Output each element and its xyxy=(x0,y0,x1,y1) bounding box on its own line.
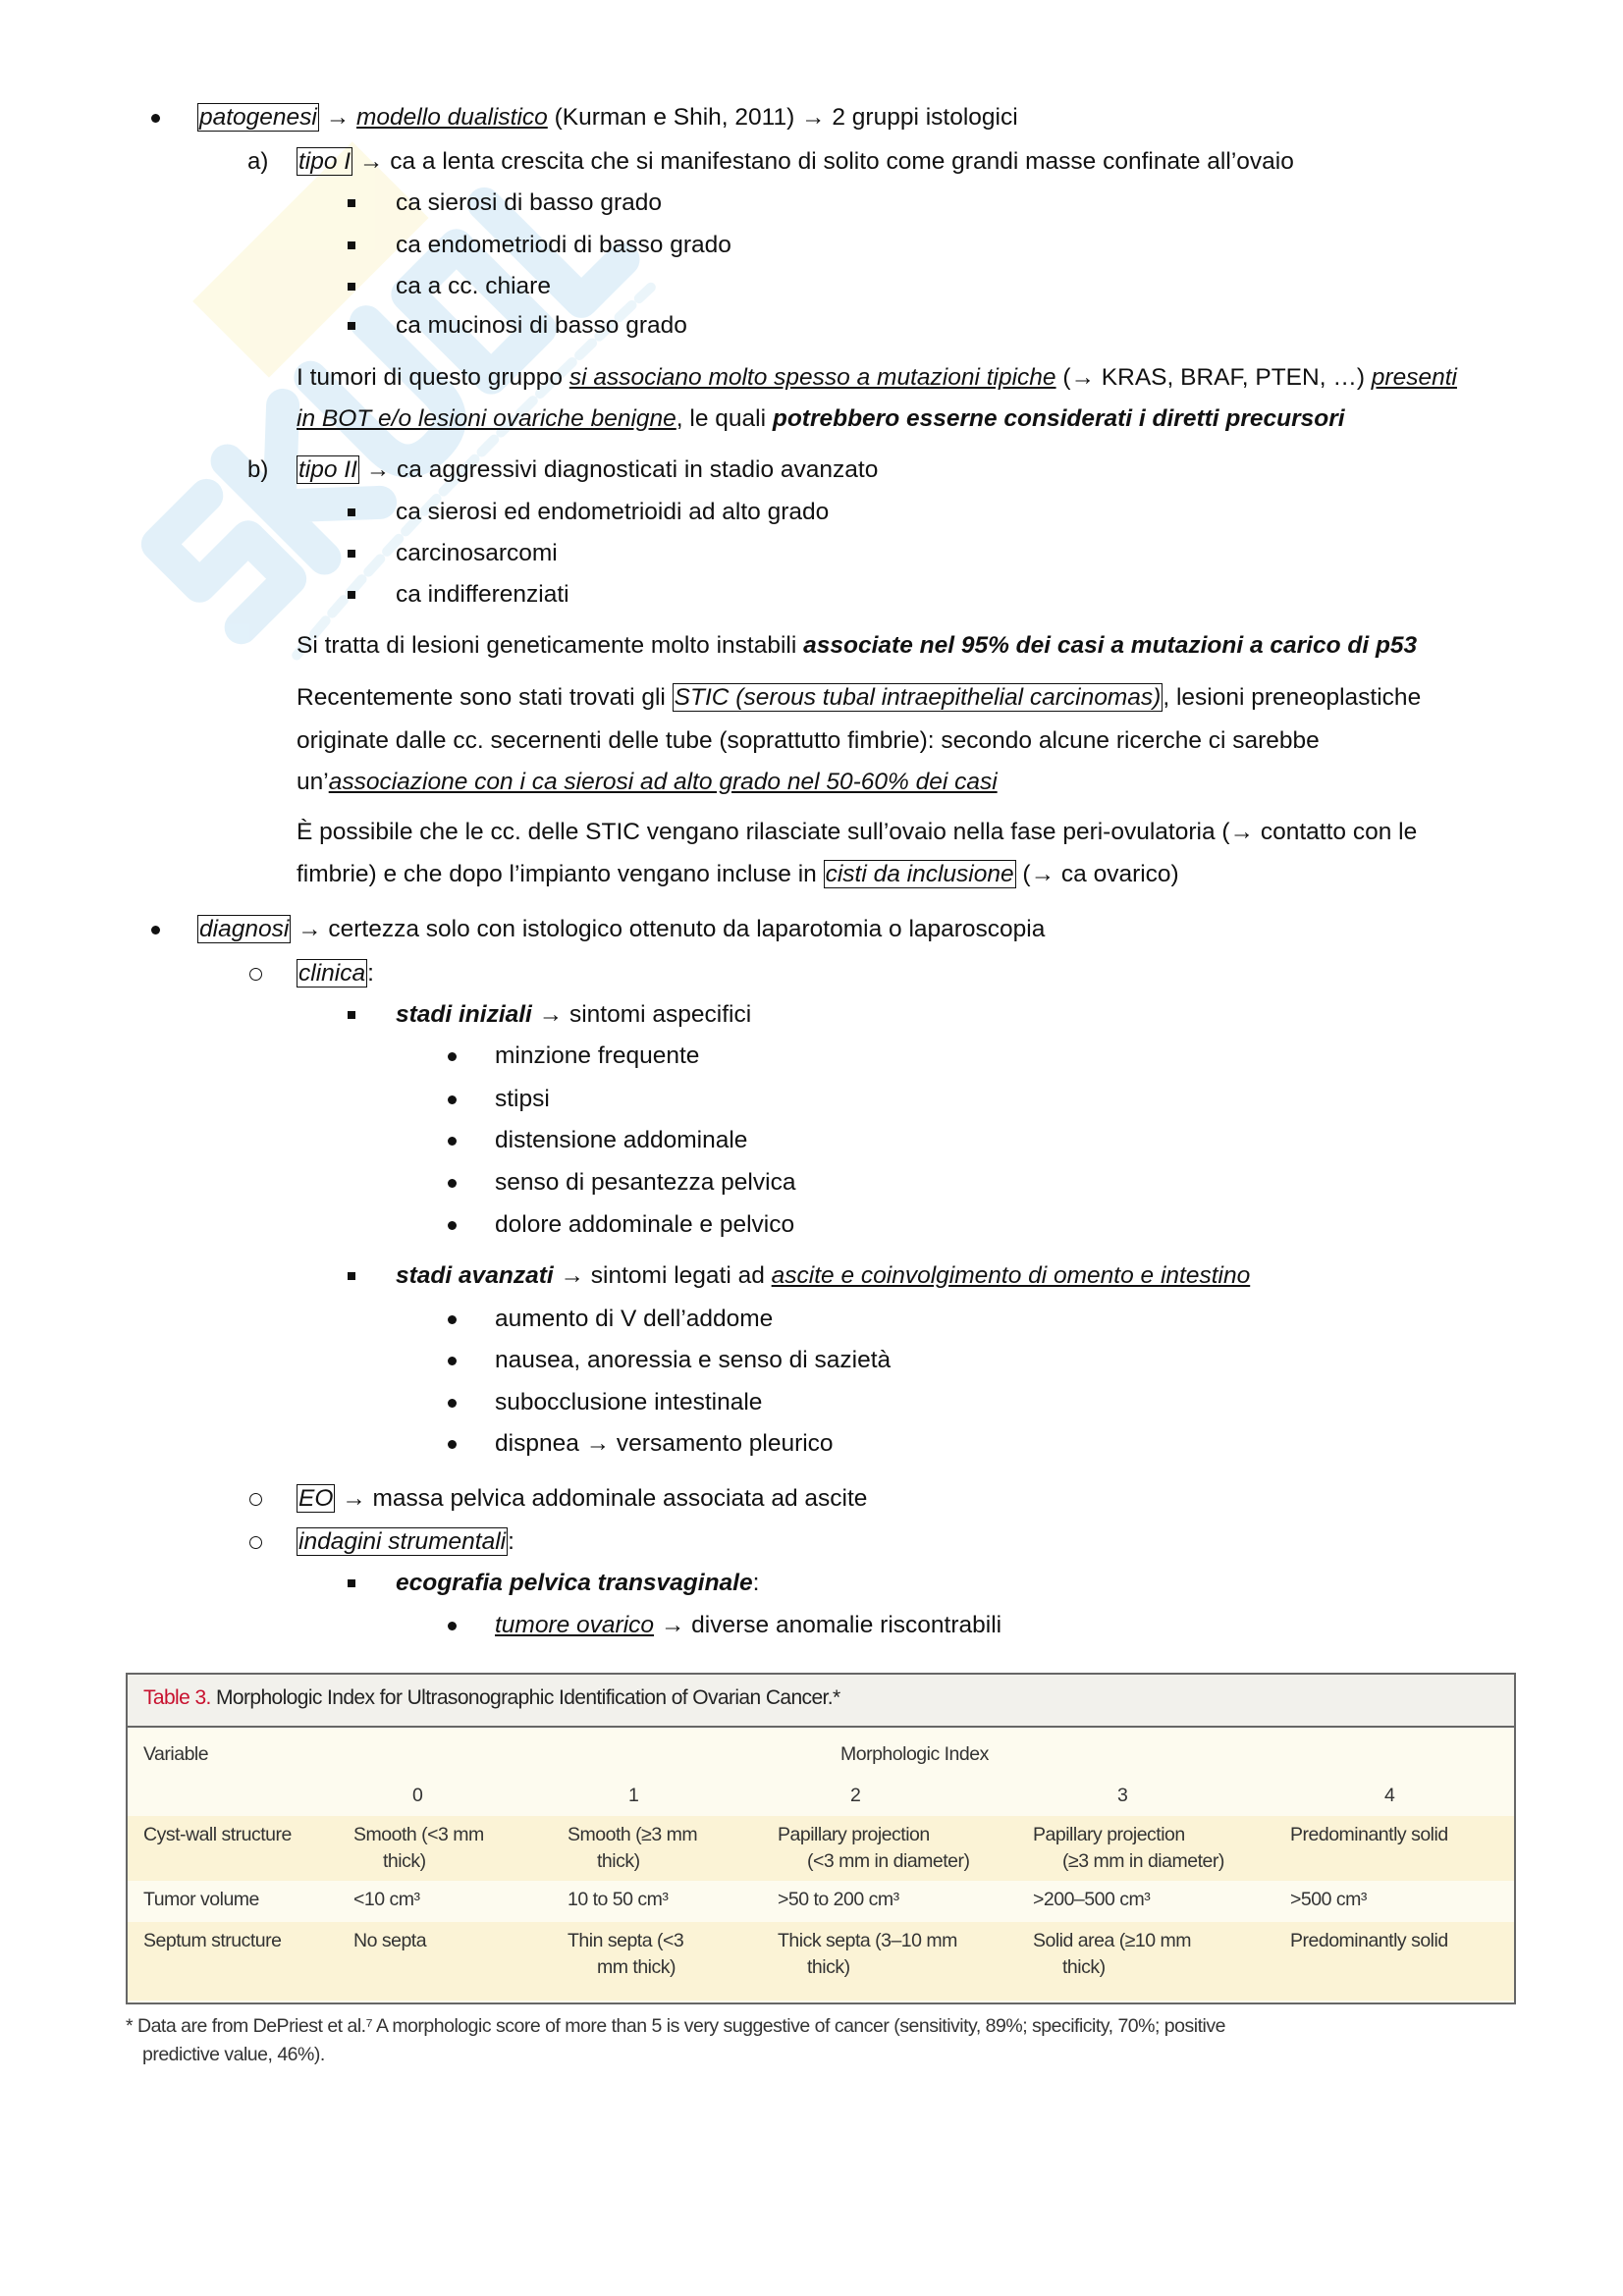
text: → massa pelvica addominale associata ad ascite xyxy=(335,1485,868,1512)
stadi-iniziali-line xyxy=(396,1000,751,1030)
text: : xyxy=(752,1570,760,1596)
bullet-icon xyxy=(448,1399,457,1408)
circle-bullet-icon xyxy=(249,1536,262,1549)
paragraph-line xyxy=(297,683,1421,713)
column-header: Variable xyxy=(143,1743,209,1765)
index-header: 4 xyxy=(1384,1785,1395,1806)
table-title-text: Morphologic Index for Ultrasonographic Identification of Ovarian Cancer.* xyxy=(210,1686,840,1709)
paragraph-line xyxy=(297,631,1417,661)
text: → sintomi aspecifici xyxy=(531,1001,752,1028)
text: (Kurman e Shih, 2011) → 2 gruppi istologici xyxy=(547,104,1018,131)
ecografia-line xyxy=(396,1569,759,1598)
table-cell: Papillary projection xyxy=(1033,1824,1185,1845)
underlined-term: si associano molto spesso a mutazioni tipiche xyxy=(568,364,1056,391)
text: fimbrie) e che dopo l’impianto vengano incluse in xyxy=(297,861,824,887)
row-label: Septum structure xyxy=(143,1930,282,1951)
table-footnote: predictive value, 46%). xyxy=(142,2044,325,2065)
index-header: 3 xyxy=(1117,1785,1128,1806)
underlined-term: presenti xyxy=(1371,364,1457,391)
text: un’ xyxy=(297,769,329,795)
underlined-term: ascite e coinvolgimento di omento e intestino xyxy=(771,1262,1251,1289)
table-cell: Smooth (<3 mm xyxy=(353,1824,484,1845)
list-item: stipsi xyxy=(495,1086,550,1112)
text: (→ KRAS, BRAF, PTEN, …) xyxy=(1055,364,1372,391)
row-label: Cyst-wall structure xyxy=(143,1824,292,1845)
text: → ca a lenta crescita che si manifestano di solito come grandi masse confinate all’ovaio xyxy=(352,148,1294,175)
tumore-line xyxy=(495,1611,1001,1640)
bold-text: stadi iniziali xyxy=(396,1001,532,1028)
text: → xyxy=(318,104,357,131)
term-box: STIC (serous tubal intraepithelial carcinomas) xyxy=(674,684,1162,711)
list-item: dispnea → versamento pleurico xyxy=(495,1430,834,1457)
table-title xyxy=(143,1686,840,1710)
bullet-icon xyxy=(448,1052,457,1061)
list-item: minzione frequente xyxy=(495,1042,700,1069)
table-header-band xyxy=(128,1675,1514,1728)
paragraph-line: È possibile che le cc. delle STIC vengano rilasciate sull’ovaio nella fase peri-ovulatoria (→ contatto con le xyxy=(297,819,1418,845)
paragraph-line xyxy=(297,404,1345,434)
underlined-term: modello dualistico xyxy=(356,104,548,131)
table-cell: Thick septa (3–10 mm xyxy=(778,1930,957,1951)
table-cell: Solid area (≥10 mm xyxy=(1033,1930,1192,1951)
bullet-icon xyxy=(448,1622,457,1630)
list-item: ca a cc. chiare xyxy=(396,273,551,299)
table-cell: (<3 mm in diameter) xyxy=(807,1850,970,1872)
bullet-icon xyxy=(151,926,160,934)
list-item: ca mucinosi di basso grado xyxy=(396,312,687,339)
text: , lesioni preneoplastiche xyxy=(1163,684,1422,711)
table-cell: thick) xyxy=(807,1956,850,1978)
table-cell: >50 to 200 cm³ xyxy=(778,1889,899,1910)
bold-text: potrebbero esserne considerati i diretti precursori xyxy=(772,405,1345,432)
text: Recentemente sono stati trovati gli xyxy=(297,684,673,711)
list-item: aumento di V dell’addome xyxy=(495,1306,774,1332)
text: → sintomi legati ad xyxy=(553,1262,772,1289)
bold-text: ecografia pelvica transvaginale xyxy=(396,1570,753,1596)
square-bullet-icon xyxy=(348,1011,355,1019)
square-bullet-icon xyxy=(348,199,355,207)
term-box: indagini strumentali xyxy=(298,1528,507,1555)
table-cell: Predominantly solid xyxy=(1290,1930,1448,1951)
list-item: ca indifferenziati xyxy=(396,581,569,608)
square-bullet-icon xyxy=(348,1579,355,1587)
eo-line xyxy=(297,1484,867,1514)
table-cell: >500 cm³ xyxy=(1290,1889,1367,1910)
paragraph-line xyxy=(297,363,1457,393)
list-item: distensione addominale xyxy=(495,1127,748,1153)
table-cell: Papillary projection xyxy=(778,1824,930,1845)
square-bullet-icon xyxy=(348,283,355,291)
patogenesi-line xyxy=(197,103,1018,133)
table-cell: thick) xyxy=(383,1850,426,1872)
text: : xyxy=(508,1528,514,1555)
bullet-icon xyxy=(448,1137,457,1146)
bullet-icon xyxy=(448,1221,457,1230)
list-item: nausea, anoressia e senso di sazietà xyxy=(495,1347,892,1373)
list-item: ca sierosi di basso grado xyxy=(396,189,663,216)
bullet-icon xyxy=(448,1095,457,1104)
table-cell: Predominantly solid xyxy=(1290,1824,1448,1845)
diagnosi-line xyxy=(197,915,1045,944)
table-cell: >200–500 cm³ xyxy=(1033,1889,1151,1910)
bullet-icon xyxy=(151,114,160,123)
term-box: tipo II xyxy=(298,456,357,483)
text: , le quali xyxy=(676,405,773,432)
bullet-icon xyxy=(448,1179,457,1188)
tipo1-line xyxy=(297,147,1294,177)
table-cell: mm thick) xyxy=(597,1956,676,1978)
square-bullet-icon xyxy=(348,508,355,516)
term-box: patogenesi xyxy=(199,104,317,131)
bullet-icon xyxy=(448,1315,457,1324)
indagini-line xyxy=(297,1527,514,1557)
table-cell: No septa xyxy=(353,1930,427,1951)
square-bullet-icon xyxy=(348,322,355,330)
circle-bullet-icon xyxy=(249,1493,262,1506)
bold-text: associate nel 95% dei casi a mutazioni a carico di p53 xyxy=(803,632,1418,659)
table-cell: 10 to 50 cm³ xyxy=(568,1889,669,1910)
list-item: ca endometriodi di basso grado xyxy=(396,232,731,258)
table-cell: <10 cm³ xyxy=(353,1889,420,1910)
paragraph-line xyxy=(297,860,1179,889)
list-label: b) xyxy=(247,456,269,483)
paragraph-line xyxy=(297,768,998,797)
list-item: ca sierosi ed endometrioidi ad alto grado xyxy=(396,499,830,525)
term-box: diagnosi xyxy=(199,916,290,942)
bold-text: stadi avanzati xyxy=(396,1262,554,1289)
circle-bullet-icon xyxy=(249,968,262,981)
term-box: clinica xyxy=(298,960,366,987)
text: (→ ca ovarico) xyxy=(1015,861,1179,887)
table-label: Table 3. xyxy=(143,1686,211,1709)
term-box: EO xyxy=(298,1485,334,1512)
column-header: Morphologic Index xyxy=(840,1743,989,1765)
text: → diverse anomalie riscontrabili xyxy=(654,1612,1002,1638)
row-label: Tumor volume xyxy=(143,1889,259,1910)
table-cell: thick) xyxy=(1062,1956,1106,1978)
index-header: 1 xyxy=(628,1785,639,1806)
index-header: 0 xyxy=(412,1785,423,1806)
underlined-term: tumore ovarico xyxy=(495,1612,655,1638)
text: → ca aggressivi diagnosticati in stadio avanzato xyxy=(358,456,879,483)
list-item: senso di pesantezza pelvica xyxy=(495,1169,796,1196)
text: → certezza solo con istologico ottenuto da laparotomia o laparoscopia xyxy=(291,916,1046,942)
term-box: tipo I xyxy=(298,148,352,175)
table-footnote: * Data are from DePriest et al.⁷ A morphologic score of more than 5 is very suggestive of cancer (sensitivity, 89%; specificity, 70%; positive xyxy=(126,2015,1225,2037)
index-header: 2 xyxy=(850,1785,861,1806)
list-item: dolore addominale e pelvico xyxy=(495,1211,795,1238)
square-bullet-icon xyxy=(348,1272,355,1280)
clinica-line xyxy=(297,959,374,988)
text: I tumori di questo gruppo xyxy=(297,364,569,391)
text: : xyxy=(367,960,374,987)
square-bullet-icon xyxy=(348,550,355,558)
square-bullet-icon xyxy=(348,241,355,249)
stadi-avanzati-line xyxy=(396,1261,1250,1291)
underlined-term: associazione con i ca sierosi ad alto grado nel 50-60% dei casi xyxy=(328,769,998,795)
bullet-icon xyxy=(448,1357,457,1365)
table-cell: (≥3 mm in diameter) xyxy=(1062,1850,1224,1872)
table-cell: Thin septa (<3 xyxy=(568,1930,684,1951)
table-cell: thick) xyxy=(597,1850,640,1872)
table-cell: Smooth (≥3 mm xyxy=(568,1824,698,1845)
list-label: a) xyxy=(247,148,269,175)
bullet-icon xyxy=(448,1440,457,1449)
text: Si tratta di lesioni geneticamente molto instabili xyxy=(297,632,804,659)
morphologic-index-table xyxy=(126,1673,1516,2004)
list-item: subocclusione intestinale xyxy=(495,1389,763,1415)
underlined-term: in BOT e/o lesioni ovariche benigne xyxy=(297,405,676,432)
list-item: carcinosarcomi xyxy=(396,540,558,566)
square-bullet-icon xyxy=(348,591,355,599)
term-box: cisti da inclusione xyxy=(825,861,1014,887)
tipo2-line xyxy=(297,455,878,485)
paragraph-line: originate dalle cc. secernenti delle tube (soprattutto fimbrie): secondo alcune ricerche ci sarebbe xyxy=(297,727,1320,754)
